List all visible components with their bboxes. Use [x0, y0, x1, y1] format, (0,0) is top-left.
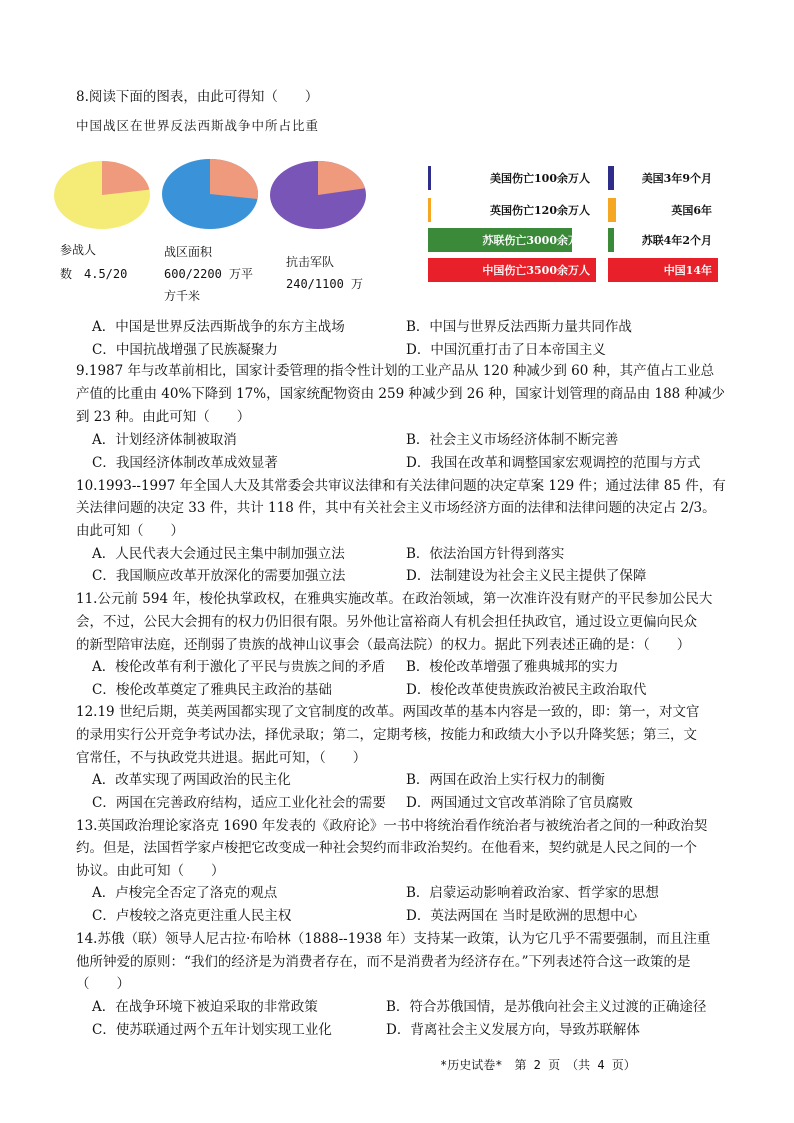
bar-casualty-china: [428, 258, 596, 282]
q11-line-2: 会，不过，公民大会拥有的权力仍旧很有限。另外他让富裕商人有机会担任执政官，通过设立更偏向民众: [76, 614, 697, 630]
bar-chart-area: [428, 166, 728, 286]
q11-option-a[interactable]: A．梭伦改革有利于激化了平民与贵族之间的矛盾: [92, 659, 386, 675]
pie-label-area-1: 战区面积: [164, 245, 213, 259]
q10-option-d[interactable]: D．法制建设为社会主义民主提供了保障: [406, 568, 647, 584]
bar-duration-ussr: [608, 228, 718, 252]
pie-chart-participants: [52, 160, 152, 230]
q12-option-d[interactable]: D．两国通过文官改革消除了官员腐败: [406, 795, 633, 811]
q11-option-d[interactable]: D．梭伦改革使贵族政治被民主政治取代: [406, 682, 647, 698]
q13-option-a[interactable]: A．卢梭完全否定了洛克的观点: [92, 885, 278, 901]
pie-label-participants-1: 参战人: [60, 243, 97, 257]
q13-option-c[interactable]: C．卢梭较之洛克更注重人民主权: [92, 908, 292, 924]
q12-line-1: 12.19 世纪后期，英美两国都实现了文官制度的改革。两国改革的基本内容是一致的，即：第一，对文官: [76, 704, 700, 720]
q9-option-a[interactable]: A．计划经济体制被取消: [92, 432, 237, 448]
bar-duration-uk-fill: [608, 198, 616, 222]
q14-line-3: （ ）: [76, 976, 130, 992]
bar-duration-uk: [608, 198, 718, 222]
bar-duration-ussr-fill: [608, 228, 614, 252]
bar-casualty-uk: [428, 198, 596, 222]
pie-label-area-3: 方千米: [164, 289, 201, 303]
q12-line-3: 官常任，不与执政党共进退。据此可知，（ ）: [76, 750, 367, 766]
q14-option-b[interactable]: B．符合苏俄国情，是苏俄向社会主义过渡的正确途径: [386, 999, 707, 1015]
q13-line-2: 约。但是，法国哲学家卢梭把它改变成一种社会契约而非政治契约。在他看来，契约就是人民之间的一个: [76, 840, 697, 856]
q11-line-3: 的新型陪审法庭，还削弱了贵族的战神山议事会（最高法院）的权力。据此下列表述正确的是：（ ）: [76, 637, 691, 653]
bar-duration-us-fill: [608, 166, 614, 190]
q11-line-1: 11.公元前 594 年，梭伦执掌政权，在雅典实施改革。在政治领域，第一次准许没有财产的平民参加公民大: [76, 591, 713, 607]
bar-casualty-us-label: 美国伤亡100余万人: [490, 172, 590, 185]
q9-option-d[interactable]: D．我国在改革和调整国家宏观调控的范围与方式: [406, 455, 701, 471]
pie-participants-china: [102, 161, 149, 195]
chart-title: 中国战区在世界反法西斯战争中所占比重: [76, 118, 320, 133]
bar-casualty-china-label: 中国伤亡3500余万人: [482, 264, 590, 277]
pie-label-troops-1: 抗击军队: [286, 255, 335, 269]
bar-casualty-uk-label: 英国伤亡120余万人: [490, 204, 590, 217]
bar-casualty-us: [428, 166, 596, 190]
q8-option-a[interactable]: A．中国是世界反法西斯战争的东方主战场: [92, 319, 345, 335]
q9-option-c[interactable]: C．我国经济体制改革成效显著: [92, 455, 278, 471]
q14-option-d[interactable]: D．背离社会主义发展方向，导致苏联解体: [386, 1022, 640, 1038]
q9-line-2: 产值的比重由 40%下降到 17%，国家统配物资由 259 种减少到 26 种，国家计划管理的商品由 188 种减少: [76, 386, 726, 402]
q10-line-3: 由此可知（ ）: [76, 523, 184, 539]
q14-line-1: 14.苏俄（联）领导人尼古拉·布哈林（1888--1938 年）支持某一政策，认为它几乎不需要强制，而且注重: [76, 931, 711, 947]
q14-line-2: 他所钟爱的原则：“我们的经济是为消费者存在，而不是消费者为经济存在。”下列表述符合这一政策的是: [76, 954, 691, 970]
page-footer: *历史试卷* 第 2 页 （共 4 页）: [440, 1058, 636, 1072]
q14-option-a[interactable]: A．在战争环境下被迫采取的非常政策: [92, 999, 318, 1015]
bar-duration-china: [608, 258, 718, 282]
q9-line-3: 到 23 种。由此可知（ ）: [76, 409, 251, 425]
pie-chart-troops: [268, 160, 368, 230]
q10-line-1: 10.1993--1997 年全国人大及其常委会共审议法律和有关法律问题的决定草案 129 件；通过法律 85 件，有: [76, 478, 726, 494]
q12-option-c[interactable]: C．两国在完善政府结构，适应工业化社会的需要: [92, 795, 386, 811]
pie-label-participants-2: 数 4.5/20: [60, 267, 128, 281]
q13-line-3: 协议。由此可知（ ）: [76, 863, 225, 879]
bar-casualty-ussr: [428, 228, 596, 252]
q11-option-b[interactable]: B．梭伦改革增强了雅典城邦的实力: [406, 659, 619, 675]
pie-label-area-2: 600/2200 万平: [164, 267, 254, 281]
q9-option-b[interactable]: B．社会主义市场经济体制不断完善: [406, 432, 619, 448]
pie-label-troops-2: 240/1100 万: [286, 277, 364, 291]
q10-line-2: 关法律问题的决定 33 件，共计 118 件，其中有关社会主义市场经济方面的法律和法律问题的决定占 2/3。: [76, 500, 716, 516]
q10-option-c[interactable]: C．我国顺应改革开放深化的需要加强立法: [92, 568, 346, 584]
bar-duration-ussr-label: 苏联4年2个月: [641, 234, 712, 247]
q10-option-b[interactable]: B．依法治国方针得到落实: [406, 546, 565, 562]
q12-option-a[interactable]: A．改革实现了两国政治的民主化: [92, 772, 291, 788]
bar-casualty-ussr-label: 苏联伤亡3000余万人: [482, 234, 590, 247]
q12-option-b[interactable]: B．两国在政治上实行权力的制衡: [406, 772, 605, 788]
q12-line-2: 的录用实行公开竞争考试办法，择优录取；第二，定期考核，按能力和政绩大小予以升降奖惩；第三，文: [76, 727, 697, 743]
pie-chart-area: [160, 158, 260, 230]
bar-duration-uk-label: 英国6年: [671, 204, 712, 217]
bar-duration-us-label: 美国3年9个月: [641, 172, 712, 185]
q13-option-d[interactable]: D．英法两国在 当时是欧洲的思想中心: [406, 908, 638, 924]
q8-option-d[interactable]: D．中国沉重打击了日本帝国主义: [406, 342, 606, 358]
q13-option-b[interactable]: B．启蒙运动影响着政治家、哲学家的思想: [406, 885, 659, 901]
q8-option-c[interactable]: C．中国抗战增强了民族凝聚力: [92, 342, 278, 358]
q8-stem: 8.阅读下面的图表，由此可得知（ ）: [76, 89, 319, 105]
q14-option-c[interactable]: C．使苏联通过两个五年计划实现工业化: [92, 1022, 332, 1038]
q11-option-c[interactable]: C．梭伦改革奠定了雅典民主政治的基础: [92, 682, 332, 698]
bar-duration-china-label: 中国14年: [663, 264, 712, 277]
bar-duration-us: [608, 166, 718, 190]
q13-line-1: 13.英国政治理论家洛克 1690 年发表的《政府论》一书中将统治看作统治者与被统治者之间的一种政治契: [76, 818, 708, 834]
bar-casualty-us-fill: [428, 166, 431, 190]
q10-option-a[interactable]: A．人民代表大会通过民主集中制加强立法: [92, 546, 345, 562]
pie-area-china: [210, 159, 258, 199]
bar-casualty-uk-fill: [428, 198, 431, 222]
q8-option-b[interactable]: B．中国与世界反法西斯力量共同作战: [406, 319, 632, 335]
q9-line-1: 9.1987 年与改革前相比，国家计委管理的指令性计划的工业产品从 120 种减少到 60 种，其产值占工业总: [76, 363, 715, 379]
